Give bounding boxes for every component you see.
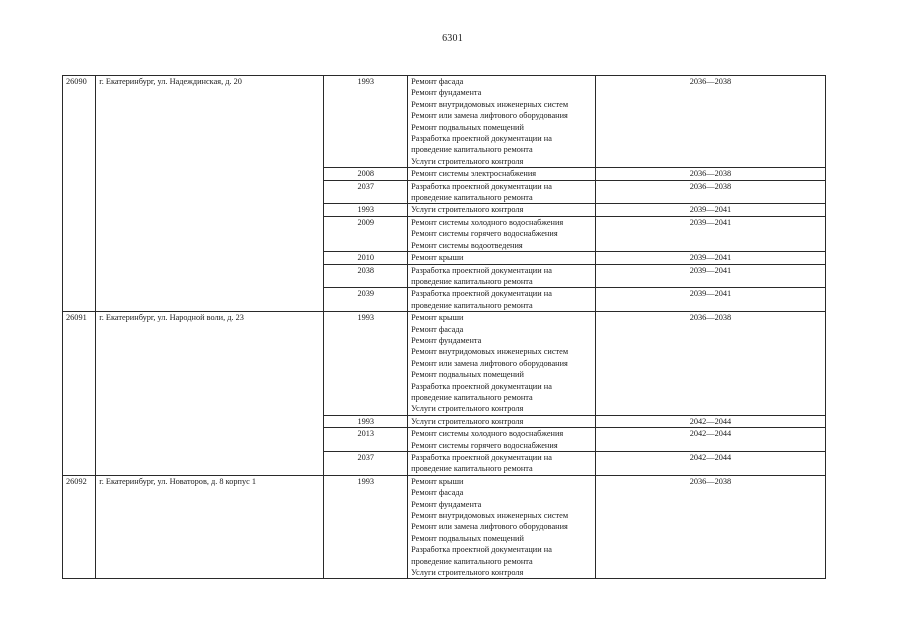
work-type: Разработка проектной документации на	[411, 381, 552, 391]
work-type: проведение капитального ремонта	[411, 300, 533, 310]
work-type: Ремонт или замена лифтового оборудования	[411, 522, 568, 532]
planned-period-cell: 2036—2038	[595, 76, 825, 168]
year-cell: 2013	[324, 428, 408, 452]
planned-period-cell: 2039—2041	[595, 204, 825, 216]
year-cell: 2008	[324, 168, 408, 180]
planned-period-cell: 2039—2041	[595, 264, 825, 288]
work-types-cell	[408, 204, 596, 216]
table-row	[63, 76, 826, 168]
work-type: Ремонт системы горячего водоснабжения	[411, 440, 558, 450]
work-type: Разработка проектной документации на	[411, 453, 552, 462]
capital-repair-table	[62, 75, 826, 579]
table-body	[63, 76, 826, 579]
work-types-cell	[408, 288, 596, 312]
table-row	[63, 475, 826, 579]
work-types-cell	[408, 475, 596, 579]
work-type: Ремонт или замена лифтового оборудования	[411, 358, 568, 368]
year-cell: 2039	[324, 288, 408, 312]
planned-period-cell: 2039—2041	[595, 216, 825, 251]
work-types-cell	[408, 312, 596, 416]
planned-period-cell: 2042—2044	[595, 415, 825, 427]
work-type: Ремонт фасада	[411, 324, 464, 334]
work-type: Ремонт подвальных помещений	[411, 370, 524, 380]
year-cell: 1993	[324, 312, 408, 416]
year-cell: 1993	[324, 204, 408, 216]
work-type: Ремонт подвальных помещений	[411, 533, 524, 543]
planned-period-cell: 2042—2044	[595, 452, 825, 476]
building-id-cell: 26090	[63, 76, 96, 312]
work-type: Услуги строительного контроля	[411, 568, 524, 578]
work-type: проведение капитального ремонта	[411, 392, 533, 402]
year-cell: 2037	[324, 180, 408, 204]
work-type: проведение капитального ремонта	[411, 556, 533, 566]
year-cell: 1993	[324, 415, 408, 427]
work-type: Ремонт подвальных помещений	[411, 122, 524, 132]
work-types-cell	[408, 168, 596, 180]
work-type: Ремонт внутридомовых инженерных систем	[411, 347, 569, 357]
work-type: Ремонт крыши	[411, 476, 464, 486]
planned-period-cell: 2036—2038	[595, 475, 825, 579]
work-type: Ремонт фундамента	[411, 88, 482, 98]
year-cell: 1993	[324, 475, 408, 579]
work-type: Ремонт крыши	[411, 253, 464, 263]
work-type: Ремонт системы электроснабжения	[411, 169, 537, 179]
work-type: Ремонт системы холодного водоснабжения	[411, 217, 564, 227]
work-type: Ремонт крыши	[411, 313, 464, 323]
planned-period-cell: 2039—2041	[595, 252, 825, 264]
work-type: Разработка проектной документации на	[411, 545, 552, 555]
work-type: Услуги строительного контроля	[411, 404, 524, 414]
work-type: Ремонт внутридомовых инженерных систем	[411, 99, 569, 109]
work-type: Ремонт системы холодного водоснабжения	[411, 429, 564, 439]
work-types-cell	[408, 252, 596, 264]
work-type: Ремонт системы водоотведения	[411, 240, 523, 250]
work-type: Услуги строительного контроля	[411, 416, 524, 426]
building-address-cell: г. Екатеринбург, ул. Надеждинская, д. 20	[96, 76, 324, 312]
work-type: Разработка проектной документации на	[411, 134, 552, 144]
work-type: проведение капитального ремонта	[411, 145, 533, 155]
table-row	[63, 312, 826, 416]
building-id-cell: 26091	[63, 312, 96, 476]
planned-period-cell: 2036—2038	[595, 312, 825, 416]
work-type: проведение капитального ремонта	[411, 276, 533, 286]
work-types-cell	[408, 428, 596, 452]
work-type: Ремонт внутридомовых инженерных систем	[411, 511, 569, 521]
year-cell: 2037	[324, 452, 408, 476]
work-types-cell	[408, 216, 596, 251]
work-type: проведение капитального ремонта	[411, 464, 533, 474]
page-number: 6301	[442, 33, 463, 44]
planned-period-cell: 2036—2038	[595, 168, 825, 180]
building-address-cell: г. Екатеринбург, ул. Новаторов, д. 8 корпус 1	[96, 475, 324, 579]
work-types-cell	[408, 452, 596, 476]
year-cell: 2038	[324, 264, 408, 288]
planned-period-cell: 2042—2044	[595, 428, 825, 452]
work-type: Ремонт фасада	[411, 488, 464, 498]
work-type: Услуги строительного контроля	[411, 156, 524, 166]
work-type: Ремонт или замена лифтового оборудования	[411, 111, 568, 121]
work-type: Разработка проектной документации на	[411, 265, 552, 275]
year-cell: 2009	[324, 216, 408, 251]
work-type: Ремонт фундамента	[411, 335, 482, 345]
work-type: Разработка проектной документации на	[411, 181, 552, 191]
year-cell: 1993	[324, 76, 408, 168]
work-types-cell	[408, 264, 596, 288]
year-cell: 2010	[324, 252, 408, 264]
work-types-cell	[408, 180, 596, 204]
planned-period-cell: 2039—2041	[595, 288, 825, 312]
planned-period-cell: 2036—2038	[595, 180, 825, 204]
building-id-cell: 26092	[63, 475, 96, 579]
building-address-cell: г. Екатеринбург, ул. Народной воли, д. 23	[96, 312, 324, 476]
work-types-cell	[408, 76, 596, 168]
work-type: Ремонт системы горячего водоснабжения	[411, 229, 558, 239]
work-type: Ремонт фундамента	[411, 499, 482, 509]
work-type: Ремонт фасада	[411, 77, 464, 86]
work-types-cell	[408, 415, 596, 427]
work-type: проведение капитального ремонта	[411, 193, 533, 203]
work-type: Разработка проектной документации на	[411, 289, 552, 299]
work-type: Услуги строительного контроля	[411, 205, 524, 215]
